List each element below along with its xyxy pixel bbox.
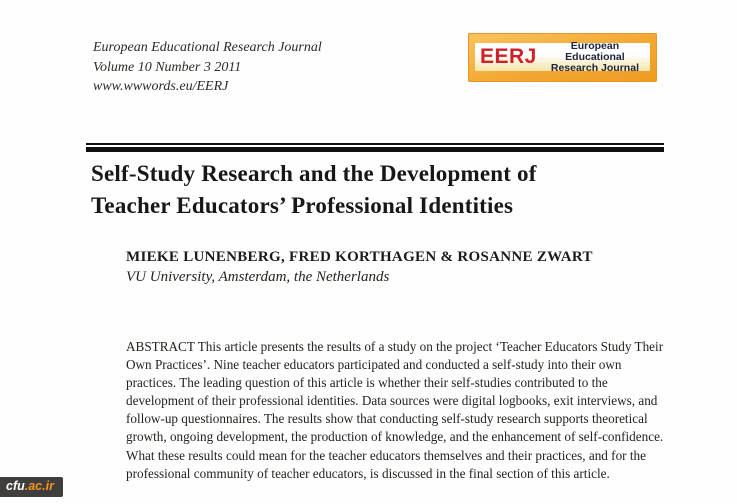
article-title-line2: Teacher Educators’ Professional Identities bbox=[91, 193, 514, 218]
journal-volume-line: Volume 10 Number 3 2011 bbox=[93, 59, 242, 75]
eerj-logo-acronym: EERJ bbox=[480, 45, 537, 68]
eerj-logo-name-line2: Research Journal bbox=[550, 61, 639, 74]
article-title-line1: Self-Study Research and the Development of bbox=[91, 161, 537, 186]
cfu-watermark-prefix: cfu bbox=[6, 479, 25, 493]
journal-masthead bbox=[93, 38, 322, 97]
abstract-paragraph: ABSTRACT This article presents the results of a study on the project ‘Teacher Educators Study Their Own Practices’. Nine teacher educators participated and conducted a self-study into their own practices. The leading question of this article is whether their self-studies contributed to the development of their professional identities. Data sources were digital logbooks, exit interviews, and follow-up questionnaires. The results show that conducting self-study research supports theoretical growth, ongoing development, the production of knowledge, and the enhancement of self-confidence. What these results could mean for the teacher educators themselves and their practices, and for the professional community of teacher educators, is discussed in the final section of this article. bbox=[126, 339, 664, 481]
eerj-logo-name bbox=[545, 41, 645, 74]
eerj-logo-name-line1: European Educational bbox=[565, 39, 625, 63]
authors-byline: MIEKE LUNENBERG, FRED KORTHAGEN & ROSANNE ZWART bbox=[126, 249, 593, 265]
eerj-logo bbox=[468, 33, 657, 82]
journal-name: European Educational Research Journal bbox=[93, 40, 322, 55]
article-title bbox=[91, 158, 537, 222]
journal-url: www.wwwords.eu/EERJ bbox=[93, 79, 229, 94]
authors-affiliation: VU University, Amsterdam, the Netherlands bbox=[126, 269, 390, 285]
cfu-watermark bbox=[0, 477, 63, 497]
cfu-watermark-suffix: .ac.ir bbox=[24, 479, 54, 493]
title-divider-rule bbox=[86, 143, 664, 152]
eerj-logo-band bbox=[475, 39, 650, 74]
